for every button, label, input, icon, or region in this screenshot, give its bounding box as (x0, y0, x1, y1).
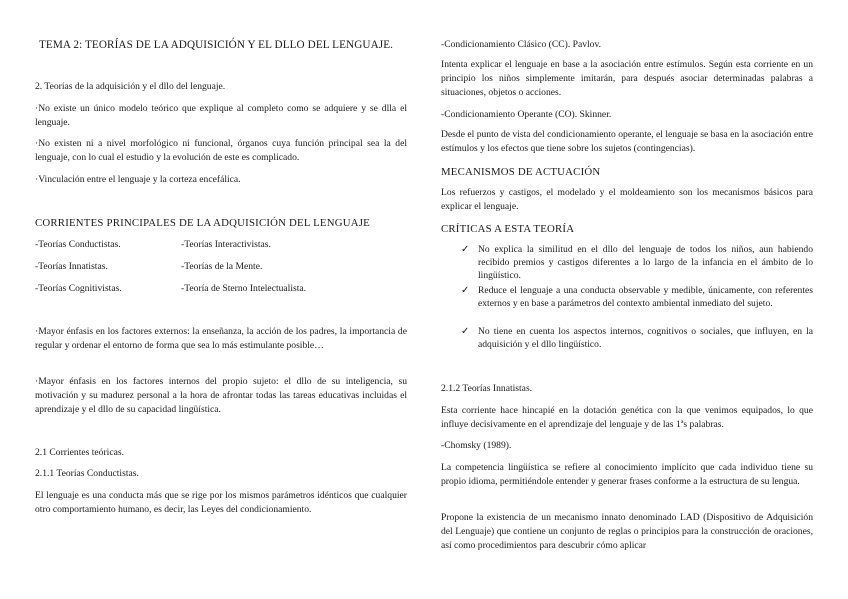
critic-text: No tiene en cuenta los aspectos internos, cognitivos o sociales, que influyen, en la adquisición y el dllo lingüístico. (478, 326, 813, 350)
current-item: -Teorías Interactivistas. (181, 239, 271, 250)
page-title: TEMA 2: TEORÍAS DE LA ADQUISICIÓN Y EL DLLO DEL LENGUAJE. (39, 39, 394, 51)
conductism-text: El lenguaje es una conducta más que se rige por los mismos parámetros idénticos que cualquier otro comportamiento humano, es decir, las Leyes del condicionamiento. (35, 490, 407, 515)
critics-heading: CRÍTICAS A ESTA TEORÍA (441, 223, 575, 235)
lad-text: Propone la existencia de un mecanismo innato denominado LAD (Dispositivo de Adquisición del Lenguaje) que contiene un conjunto de reglas o principios para la construcción de oraciones, así como procedimientos para descubrir cómo aplicar (441, 512, 813, 551)
current-item: -Teorías Cognitivistas. (35, 283, 122, 294)
chomsky-reference: -Chomsky (1989). (441, 440, 512, 451)
classic-conditioning-text: Intenta explicar el lenguaje en base a la asociación entre estímulos. Según esta corriente en un principio los niños simplemente imitarán, para después asociar determinadas palabras a situaciones, objetos o acciones. (441, 59, 813, 98)
emphasis-external: ·Mayor énfasis en los factores externos: la enseñanza, la acción de los padres, la importancia de regular y ordenar el entorno de forma que sea lo más estimulante posible… (35, 326, 407, 351)
checkmark-icon: ✓ (461, 285, 470, 296)
critic-text: No explica la similitud en el dllo del lenguaje de todos los niños, aun habiendo recibido premios y castigos diferentes a lo largo de la infancia en el ámbito de lo lingüístico. (478, 244, 813, 281)
current-item: -Teorías Innatistas. (35, 261, 108, 272)
current-item: -Teoría de Sterno Intelectualista. (181, 283, 307, 294)
intro-heading: 2. Teorías de la adquisición y el dllo del lenguaje. (35, 81, 226, 92)
current-item: -Teorías Conductistas. (35, 239, 121, 250)
mechanisms-heading: MECANISMOS DE ACTUACIÓN (441, 166, 601, 178)
classic-conditioning-heading: -Condicionamiento Clásico (CC). Pavlov. (441, 39, 602, 50)
operant-conditioning-heading: -Condicionamiento Operante (CO). Skinner. (441, 109, 612, 120)
competence-text: La competencia lingüística se refiere al conocimiento implícito que cada individuo tiene su propio idioma, permitiéndole entender y generar frases conforme a la estructura de su lengua. (441, 462, 813, 487)
innatist-text: Esta corriente hace hincapié en la dotación genética con la que venimos equipados, lo que influye decisivamente en el aprendizaje del lenguaje y de las 1ªs palabras. (441, 405, 813, 430)
mechanisms-text: Los refuerzos y castigos, el modelado y el moldeamiento son los mecanismos básicos para explicar el lenguaje. (441, 187, 813, 212)
intro-point-1: ·No existe un único modelo teórico que explique al completo como se adquiere y se dlla el lenguaje. (35, 103, 407, 128)
currents-heading: CORRIENTES PRINCIPALES DE LA ADQUISICIÓN DEL LENGUAJE (35, 217, 370, 229)
section-2-1-heading: 2.1 Corrientes teóricas. (35, 447, 124, 458)
section-2-1-1-heading: 2.1.1 Teorías Conductistas. (35, 468, 139, 479)
current-item: -Teorías de la Mente. (181, 261, 263, 272)
section-2-1-2-heading: 2.1.2 Teorías Innatistas. (441, 383, 533, 394)
checkmark-icon: ✓ (461, 326, 470, 337)
intro-point-3: ·Vinculación entre el lenguaje y la corteza encefálica. (35, 174, 241, 185)
operant-conditioning-text: Desde el punto de vista del condicionamiento operante, el lenguaje se basa en la asociación entre estímulos y los efectos que tiene sobre los sujetos (contingencias). (441, 129, 813, 154)
intro-point-2: ·No existen ni a nivel morfológico ni funcional, órganos cuya función principal sea la del lenguaje, con lo cual el estudio y la evolución de este es complicado. (35, 138, 407, 163)
critic-text: Reduce el lenguaje a una conducta observable y medible, únicamente, con referentes externos y en base a parámetros del contexto ambiental inmediato del sujeto. (478, 285, 813, 309)
emphasis-internal: ·Mayor énfasis en los factores internos del propio sujeto: el dllo de su inteligencia, su motivación y su madurez personal a la hora de afrontar todas las tareas educativas incluidas el aprendizaje y el dllo de su capacidad lingüística. (35, 376, 407, 415)
checkmark-icon: ✓ (461, 244, 470, 255)
